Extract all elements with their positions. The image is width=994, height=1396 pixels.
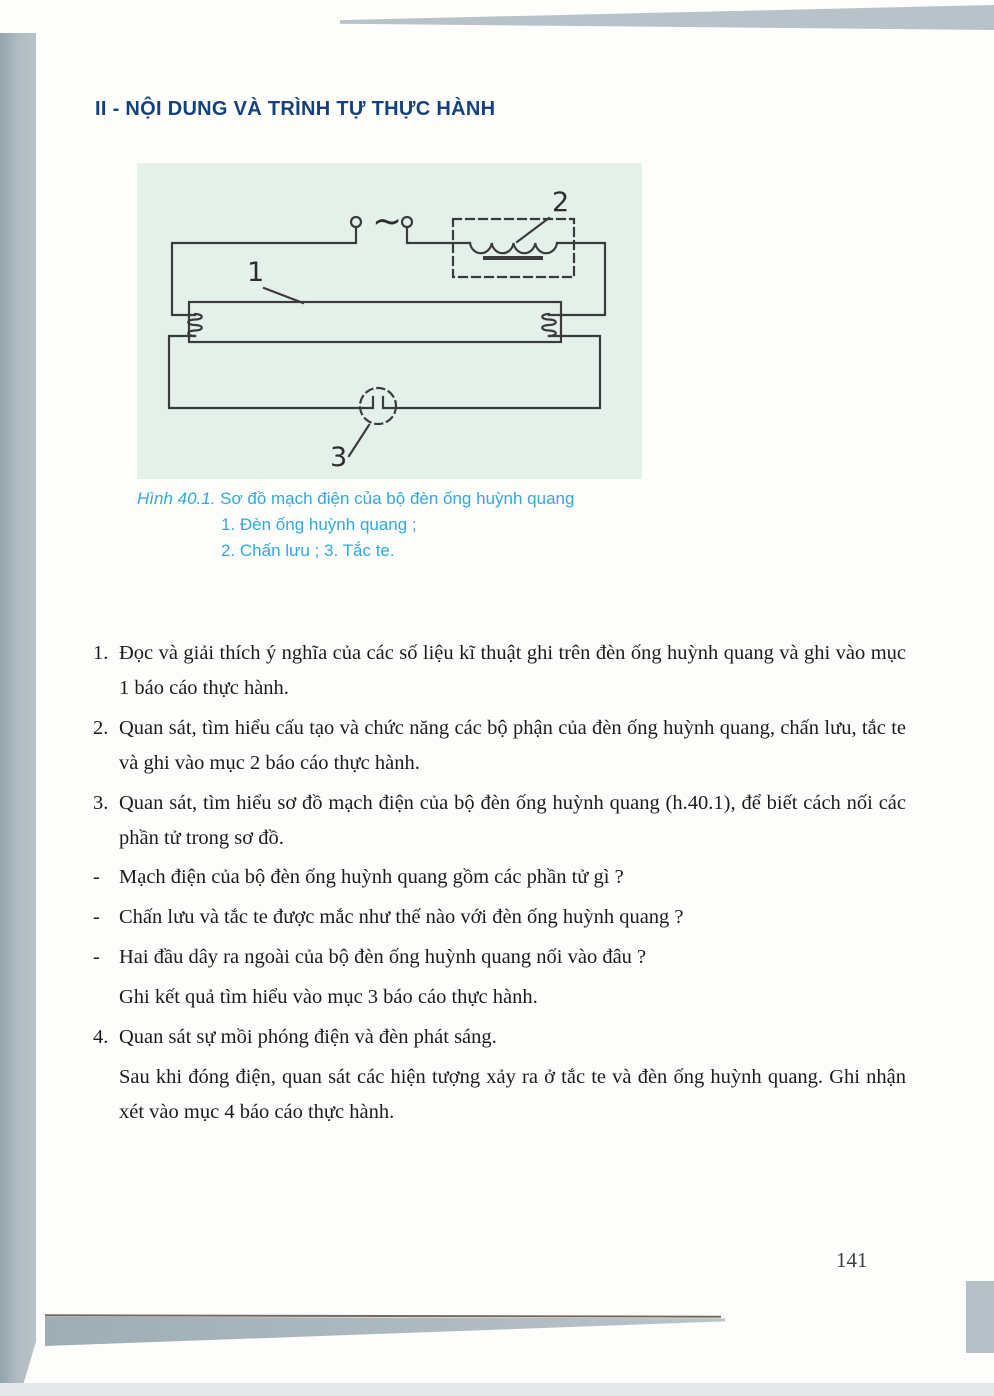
list-item	[93, 636, 906, 706]
circuit-diagram	[137, 163, 642, 479]
label-starter: 3	[330, 442, 348, 473]
item-marker: 2.	[93, 717, 109, 739]
item-text: Quan sát, tìm hiểu sơ đồ mạch điện của bộ đèn ống huỳnh quang (h.40.1), để biết cách nối các phần tử trong sơ đồ.	[119, 792, 906, 849]
caption-line-2: 1. Đèn ống huỳnh quang ;	[221, 515, 417, 534]
scan-artifact-bottom-wedge	[45, 1316, 725, 1346]
scan-artifact-top-wedge	[340, 5, 994, 31]
item-text: Quan sát, tìm hiểu cấu tạo và chức năng các bộ phận của đèn ống huỳnh quang, chấn lưu, tắc te và ghi vào mục 2 báo cáo thực hành.	[119, 717, 906, 774]
body-content	[93, 636, 906, 1134]
item-marker: 1.	[93, 642, 109, 664]
item-text: Mạch điện của bộ đèn ống huỳnh quang gồm các phần tử gì ?	[119, 866, 624, 888]
list-item	[93, 711, 906, 781]
scan-artifact-bottom-strip	[0, 1383, 994, 1396]
list-item	[93, 1060, 906, 1130]
list-item	[93, 860, 906, 895]
section-heading: II - NỘI DUNG VÀ TRÌNH TỰ THỰC HÀNH	[95, 98, 496, 120]
item-marker: 4.	[93, 1026, 109, 1048]
figure-caption	[137, 486, 657, 564]
item-marker: -	[93, 946, 100, 968]
item-text: Quan sát sự mồi phóng điện và đèn phát sáng.	[119, 1026, 497, 1048]
list-item	[93, 980, 906, 1015]
item-marker: -	[93, 906, 100, 928]
list-item	[93, 786, 906, 856]
page-number: 141	[836, 1248, 868, 1272]
caption-figure-title: Sơ đồ mạch điện của bộ đèn ống huỳnh quang	[215, 489, 575, 508]
item-text: Hai đầu dây ra ngoài của bộ đèn ống huỳnh quang nối vào đâu ?	[119, 946, 647, 968]
scan-artifact-left-band	[0, 33, 36, 1396]
list-item	[93, 900, 906, 935]
ballast-core-icon	[483, 256, 543, 260]
label-ballast: 2	[552, 187, 570, 218]
item-text: Sau khi đóng điện, quan sát các hiện tượng xảy ra ở tắc te và đèn ống huỳnh quang. Ghi nhận xét vào mục 4 báo cáo thực hành.	[119, 1066, 906, 1123]
item-marker: -	[93, 866, 100, 888]
label-lamp: 1	[247, 257, 265, 288]
caption-line-3: 2. Chấn lưu ; 3. Tắc te.	[221, 541, 395, 560]
list-item	[93, 1020, 906, 1055]
ac-source-symbol: ~	[372, 201, 403, 242]
list-item	[93, 940, 906, 975]
caption-line-1	[137, 486, 657, 512]
item-marker: 3.	[93, 792, 109, 814]
item-text: Ghi kết quả tìm hiểu vào mục 3 báo cáo thực hành.	[119, 986, 538, 1008]
scan-artifact-right-bar	[966, 1281, 994, 1353]
caption-figure-number: Hình 40.1.	[137, 489, 216, 508]
item-text: Chấn lưu và tắc te được mắc như thế nào với đèn ống huỳnh quang ?	[119, 906, 684, 928]
item-text: Đọc và giải thích ý nghĩa của các số liệu kĩ thuật ghi trên đèn ống huỳnh quang và ghi vào mục 1 báo cáo thực hành.	[119, 642, 906, 699]
